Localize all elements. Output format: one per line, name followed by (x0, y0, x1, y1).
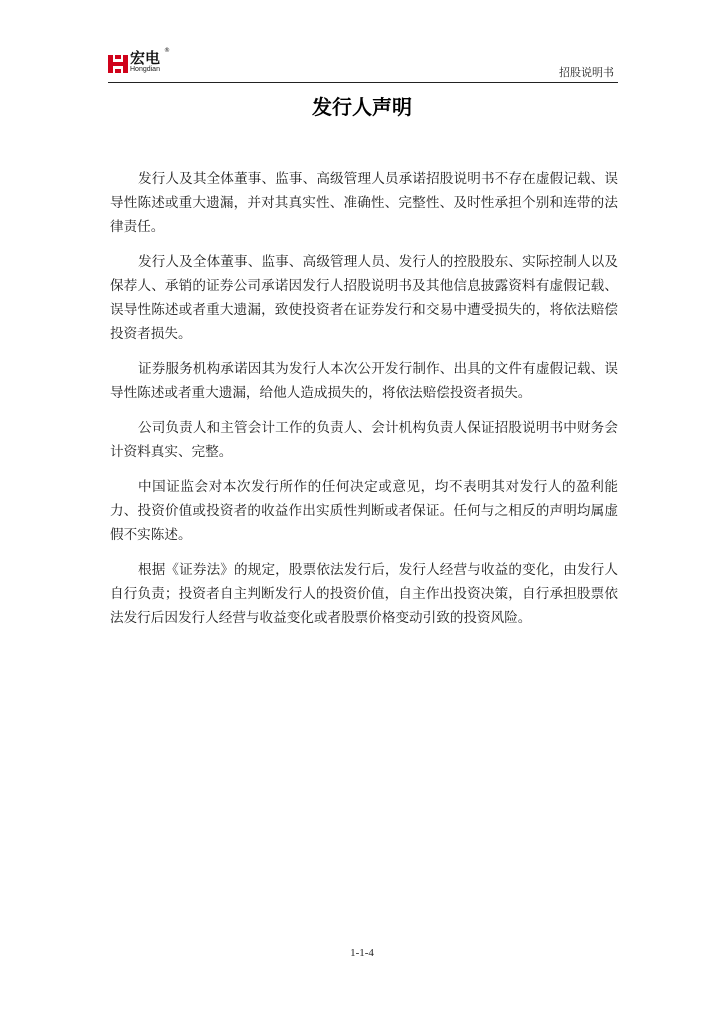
page-header (108, 48, 618, 83)
paragraph-4: 公司负责人和主管会计工作的负责人、会计机构负责人保证招股说明书中财务会计资料真实、完整。 (110, 420, 618, 460)
hongdian-logo-icon (108, 55, 128, 73)
document-name: 招股说明书 (559, 66, 614, 79)
paragraph-2: 发行人及全体董事、监事、高级管理人员、发行人的控股股东、实际控制人以及保荐人、承销的证券公司承诺因发行人招股说明书及其他信息披露资料有虚假记载、误导性陈述或者重大遗漏，致使投资者在证券发行和交易中遭受损失的，将依法赔偿投资者损失。 (110, 254, 618, 342)
paragraph-3: 证券服务机构承诺因其为发行人本次公开发行制作、出具的文件有虚假记载、误导性陈述或者重大遗漏，给他人造成损失的，将依法赔偿投资者损失。 (110, 361, 618, 401)
company-logo (108, 48, 188, 78)
paragraph-1: 发行人及其全体董事、监事、高级管理人员承诺招股说明书不存在虚假记载、误导性陈述或重大遗漏，并对其真实性、准确性、完整性、及时性承担个别和连带的法律责任。 (110, 171, 618, 235)
logo-subtext: Hongdian (130, 66, 160, 73)
page-title: 发行人声明 (312, 95, 412, 119)
page-number: 1-1-4 (350, 947, 374, 959)
registered-mark: ® (164, 47, 170, 54)
logo-text: 宏电 (130, 49, 161, 67)
paragraph-5: 中国证监会对本次发行所作的任何决定或意见，均不表明其对发行人的盈利能力、投资价值或投资者的收益作出实质性判断或者保证。任何与之相反的声明均属虚假不实陈述。 (110, 479, 618, 543)
paragraph-6: 根据《证券法》的规定，股票依法发行后，发行人经营与收益的变化，由发行人自行负责；投资者自主判断发行人的投资价值，自主作出投资决策，自行承担股票依法发行后因发行人经营与收益变化或者股票价格变动引致的投资风险。 (110, 562, 618, 626)
declaration-body (110, 167, 618, 641)
